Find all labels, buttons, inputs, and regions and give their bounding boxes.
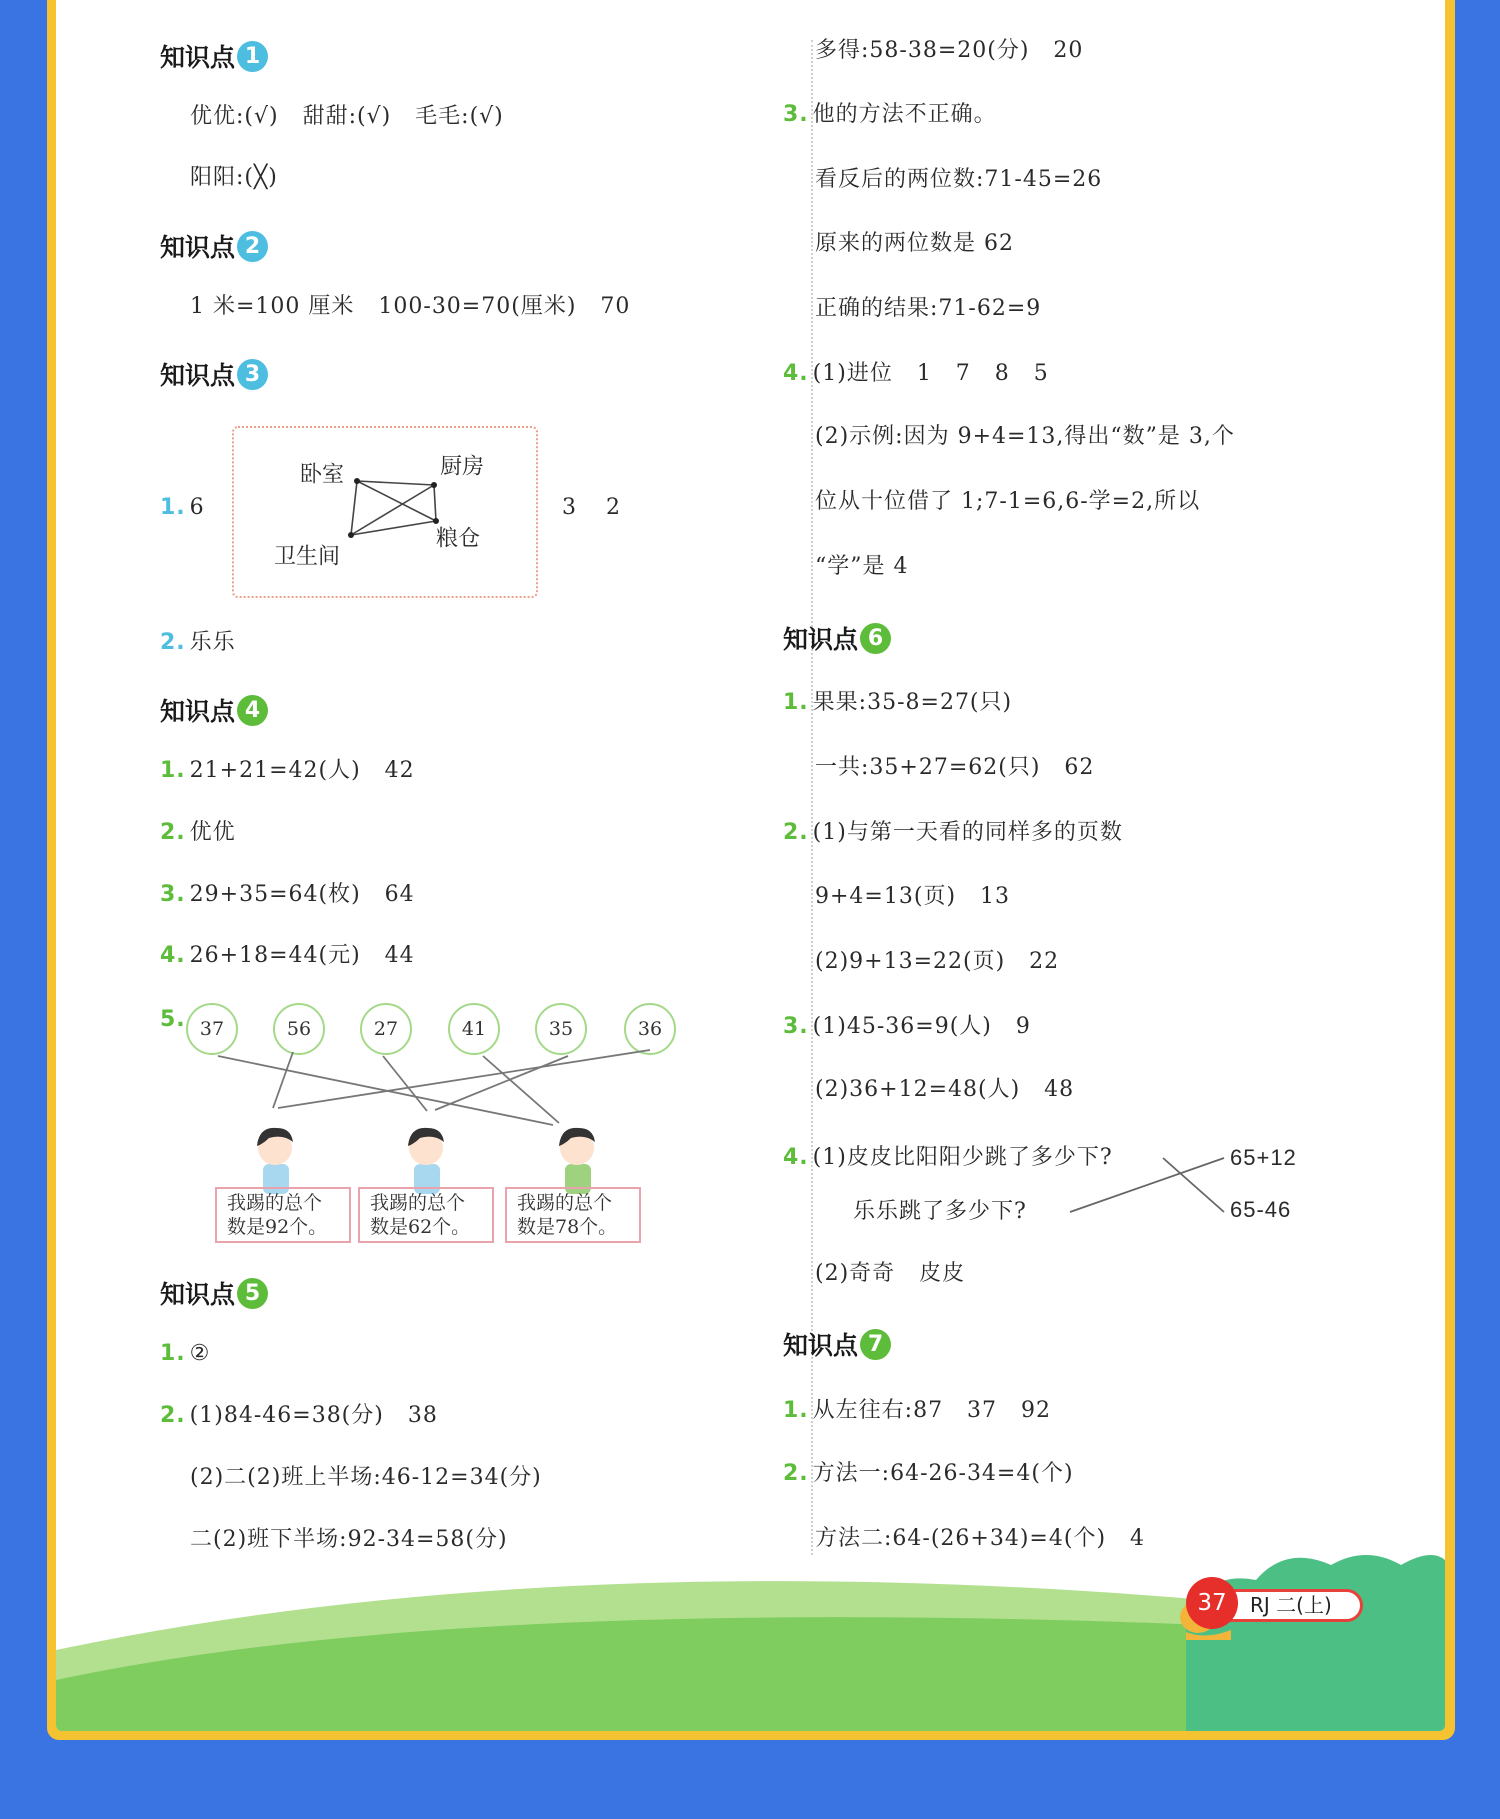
section-number-badge: 6 [860,623,891,654]
section-number-badge: 1 [237,41,268,72]
question-number: 3. [783,102,809,127]
question-number: 2. [783,820,809,845]
question-number: 2. [160,1403,186,1428]
heading-text: 知识点 [160,43,236,72]
answer-text: 3 [562,495,577,520]
section-number-badge: 4 [237,695,268,726]
question-number: 5. [160,1007,186,1032]
speech-line: 我踢的总个 [370,1192,466,1214]
answer-line: 正确的结果:71-62=9 [815,296,1042,321]
node-label-kitchen: 厨房 [439,454,485,480]
answer-line: 9+4=13(页) 13 [815,884,1010,909]
question-number: 3. [783,1014,809,1039]
answer-line: 优优:(√) 甜甜:(√) 毛毛:(√) [190,104,504,129]
number-circle: 36 [624,1003,676,1055]
answer-line: (2)36+12=48(人) 48 [815,1077,1075,1102]
heading-text: 知识点 [160,233,236,262]
answer-line: 多得:58-38=20(分) 20 [815,38,1084,63]
question-number: 2. [160,630,186,655]
node-label-granary: 粮仓 [435,526,481,552]
section-number-badge: 7 [860,1329,891,1360]
answer-text: 从左往右:87 37 92 [812,1398,1052,1423]
answer-text: (1)84-46=38(分) 38 [189,1403,438,1428]
number-circle: 41 [448,1003,500,1055]
answer-text: 29+35=64(枚) 64 [189,882,415,907]
speech-line: 数是92个。 [227,1216,328,1238]
section-heading-7 [783,1326,891,1362]
answer-line: 位从十位借了 1;7-1=6,6-学=2,所以 [815,489,1201,514]
question-number: 4. [783,361,809,386]
answer-text: (1)进位 1 7 8 5 [812,361,1049,386]
speech-line: 数是78个。 [517,1216,618,1238]
answer-line: 方法二:64-(26+34)=4(个) 4 [815,1526,1146,1551]
question-number: 4. [160,943,186,968]
edition-label: RJ 二(上) [1195,1589,1363,1622]
answer-line [160,1401,438,1431]
question-number: 2. [160,820,186,845]
heading-text: 知识点 [160,1280,236,1309]
question-number: 1. [160,1341,186,1366]
answer-line: (2)9+13=22(页) 22 [815,949,1060,974]
answer-text: ② [189,1341,211,1366]
speech-line: 我踢的总个 [227,1192,323,1214]
answer-text: 果果:35-8=27(只) [812,690,1013,715]
question-number: 3. [160,882,186,907]
question-number: 4. [783,1145,809,1170]
answer-text: 乐乐 [189,630,236,655]
heading-text: 知识点 [783,1331,859,1360]
answer-line: (2)示例:因为 9+4=13,得出“数”是 3,个 [815,424,1235,449]
section-number-badge: 5 [237,1278,268,1309]
answer-line: “学”是 4 [815,554,909,579]
speech-line: 数是62个。 [370,1216,471,1238]
question-number: 1. [160,495,186,520]
answer-text: 方法一:64-26-34=4(个) [812,1461,1074,1486]
answer-text: (1)与第一天看的同样多的页数 [812,820,1123,845]
answer-line: 乐乐跳了多少下? [853,1199,1027,1224]
answer-line [783,1459,1074,1489]
heading-text: 知识点 [783,625,859,654]
answer-line: 原来的两位数是 62 [815,231,1014,256]
answer-page [56,0,1445,1731]
number-circle: 27 [360,1003,412,1055]
speech-line: 我踢的总个 [517,1192,613,1214]
heading-text: 知识点 [160,697,236,726]
question-number: 2. [783,1461,809,1486]
answer-line: 阳阳:(╳) [190,165,278,190]
answer-line [160,1339,210,1369]
option-text: 65-46 [1230,1197,1292,1222]
answer-line: 1 米=100 厘米 100-30=70(厘米) 70 [190,294,631,319]
number-circle: 35 [535,1003,587,1055]
answer-line: (2)二(2)班上半场:46-12=34(分) [190,1465,542,1490]
answer-text: (1)皮皮比阳阳少跳了多少下? [812,1145,1113,1170]
number-circle: 56 [273,1003,325,1055]
section-number-badge: 2 [237,231,268,262]
answer-line [783,1396,1051,1426]
q4-matching-lines [56,0,1445,1300]
number-circle: 37 [186,1003,238,1055]
answer-line: (2)奇奇 皮皮 [815,1261,966,1286]
answer-line: 一共:35+27=62(只) 62 [815,755,1095,780]
answer-text: 26+18=44(元) 44 [189,943,415,968]
node-label-bedroom: 卧室 [299,462,345,488]
heading-text: 知识点 [160,361,236,390]
answer-text: 21+21=42(人) 42 [189,758,415,783]
answer-text: 2 [606,495,621,520]
answer-text: 6 [189,495,205,520]
answer-text: 优优 [189,820,236,845]
answer-line: 二(2)班下半场:92-34=58(分) [190,1527,508,1552]
node-label-bathroom: 卫生间 [273,544,341,570]
question-number: 1. [783,690,809,715]
answer-text: 他的方法不正确。 [812,102,997,127]
answer-text: (1)45-36=9(人) 9 [812,1014,1031,1039]
question-number: 1. [783,1398,809,1423]
section-number-badge: 3 [237,359,268,390]
page-number: 37 [1186,1577,1238,1629]
option-text: 65+12 [1230,1145,1297,1170]
question-number: 1. [160,758,186,783]
answer-line: 看反后的两位数:71-45=26 [815,167,1103,192]
